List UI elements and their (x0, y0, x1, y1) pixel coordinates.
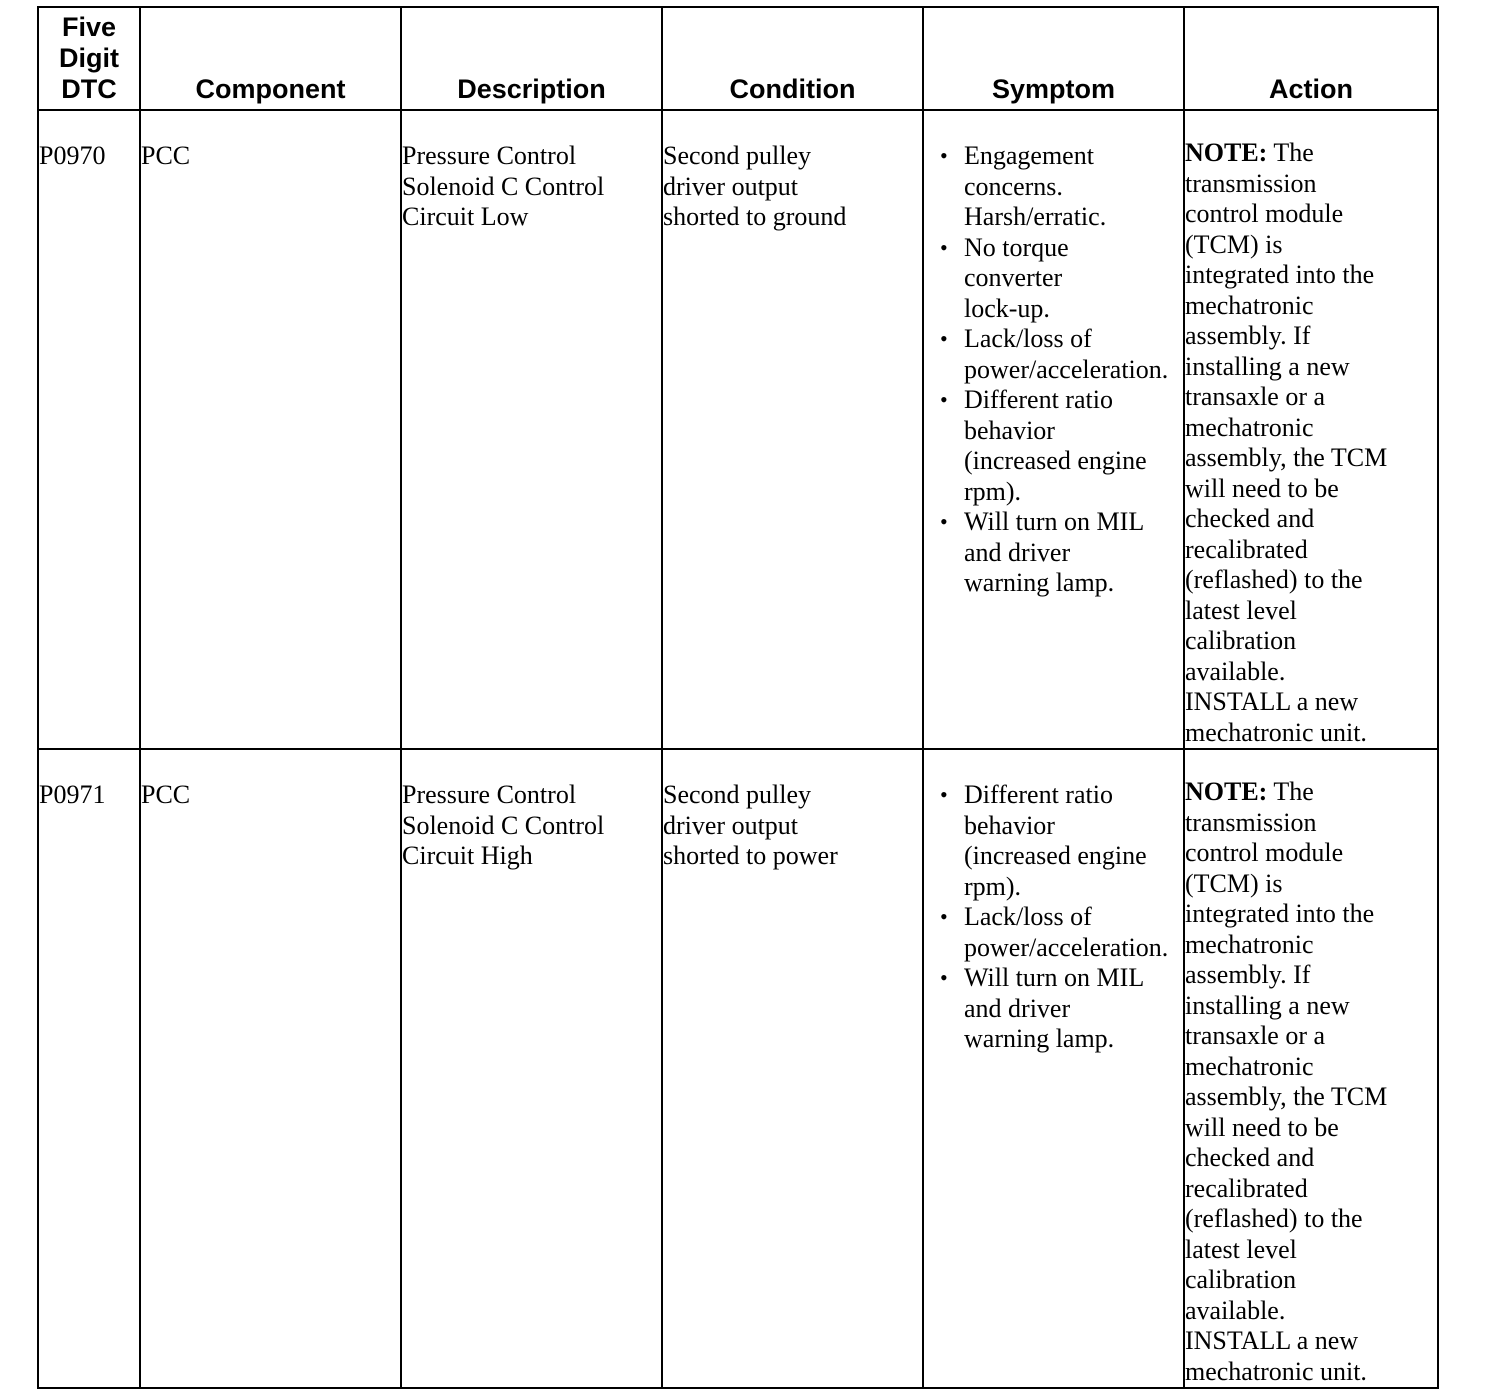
symptom-line: behavior (964, 810, 1055, 840)
action-line: The (1267, 777, 1314, 806)
symptom-line: power/acceleration. (964, 354, 1169, 384)
header-action: Action (1184, 7, 1438, 110)
header-dtc (38, 7, 140, 110)
bullet-icon: • (940, 904, 948, 929)
symptom-line: warning lamp. (964, 1024, 1115, 1053)
action-line: installing a new (1185, 351, 1350, 381)
description-line: Pressure Control (402, 141, 577, 170)
action-line: transaxle or a (1185, 1021, 1326, 1050)
condition-line: Second pulley (663, 141, 812, 170)
action-line: (TCM) is (1185, 868, 1283, 898)
action-line: transmission (1185, 807, 1317, 837)
symptom-line: Engagement (964, 141, 1094, 170)
header-condition: Condition (662, 7, 923, 110)
action-line: control module (1185, 838, 1344, 867)
action-line: assembly, the TCM (1185, 1082, 1388, 1111)
action-line: mechatronic (1185, 1051, 1314, 1081)
description-cell (401, 749, 662, 1388)
action-line: integrated into the (1185, 260, 1375, 289)
symptom-item (940, 507, 1183, 599)
action-line: assembly, the TCM (1185, 443, 1388, 472)
symptom-line: concerns. (964, 171, 1063, 201)
action-line: mechatronic unit. (1185, 717, 1367, 747)
action-line: recalibrated (1185, 534, 1308, 564)
symptom-line: No torque (964, 232, 1069, 262)
action-line: transaxle or a (1185, 382, 1326, 411)
bullet-icon: • (940, 509, 948, 534)
condition-line: driver output (663, 171, 799, 201)
note-label: NOTE: (1185, 138, 1268, 167)
header-dtc-line-2: Digit (59, 43, 119, 73)
action-first-line (1185, 138, 1437, 169)
header-description: Description (401, 7, 662, 110)
symptom-item (940, 324, 1183, 385)
action-line: will need to be (1185, 473, 1339, 503)
action-first-line (1185, 777, 1437, 808)
bullet-icon: • (940, 782, 948, 807)
action-line: checked and (1185, 1143, 1315, 1172)
action-line: available. (1185, 656, 1286, 686)
symptom-line: lock-up. (964, 293, 1050, 323)
description-cell (401, 110, 662, 749)
header-component: Component (140, 7, 401, 110)
condition-line: driver output (663, 810, 799, 840)
action-line: (reflashed) to the (1185, 565, 1363, 594)
symptom-line: Will turn on MIL (964, 507, 1145, 536)
header-row (38, 7, 1438, 110)
symptom-line: (increased engine (964, 446, 1147, 475)
symptom-line: rpm). (964, 871, 1022, 901)
action-line: mechatronic (1185, 412, 1314, 442)
action-line: assembly. If (1185, 960, 1311, 989)
action-line: mechatronic (1185, 929, 1314, 959)
action-line: latest level (1185, 1234, 1297, 1264)
action-line: assembly. If (1185, 321, 1311, 350)
description-line: Pressure Control (402, 780, 577, 809)
header-dtc-line-1: Five (61, 12, 117, 42)
action-line: control module (1185, 199, 1344, 228)
action-line: The (1267, 138, 1314, 167)
action-line: INSTALL a new (1185, 687, 1359, 716)
symptom-line: behavior (964, 415, 1055, 445)
condition-line: Second pulley (663, 780, 812, 809)
action-text (1185, 138, 1437, 748)
table-body (38, 110, 1438, 1388)
symptom-line: Lack/loss of (964, 902, 1092, 931)
action-line: installing a new (1185, 990, 1350, 1020)
dtc-code: P0971 (38, 749, 140, 1388)
symptom-line: Will turn on MIL (964, 963, 1145, 992)
action-line: latest level (1185, 595, 1297, 625)
symptom-line: Harsh/erratic. (964, 202, 1107, 231)
symptom-line: Different ratio (964, 385, 1113, 414)
symptom-line: warning lamp. (964, 568, 1115, 597)
action-cell (1184, 110, 1438, 749)
action-line: will need to be (1185, 1112, 1339, 1142)
action-line: mechatronic unit. (1185, 1356, 1367, 1386)
bullet-icon: • (940, 234, 948, 260)
table-row (38, 110, 1438, 749)
symptom-line: power/acceleration. (964, 932, 1169, 962)
symptom-cell (923, 110, 1184, 749)
bullet-icon: • (940, 387, 948, 412)
action-line: calibration (1185, 626, 1297, 655)
description-line: Circuit Low (402, 202, 529, 231)
dtc-table (37, 6, 1439, 1389)
action-line: available. (1185, 1295, 1286, 1325)
note-label: NOTE: (1185, 777, 1268, 806)
action-text (1185, 777, 1437, 1387)
table-row (38, 749, 1438, 1388)
symptom-list (924, 780, 1183, 1055)
symptom-list (924, 141, 1183, 599)
dtc-code: P0970 (38, 110, 140, 749)
component-cell: PCC (140, 110, 401, 749)
bullet-icon: • (940, 143, 948, 168)
action-line: transmission (1185, 168, 1317, 198)
action-line: calibration (1185, 1265, 1297, 1294)
action-cell (1184, 749, 1438, 1388)
symptom-item (940, 141, 1183, 233)
symptom-line: and driver (964, 537, 1071, 567)
symptom-item (940, 233, 1183, 325)
component-cell: PCC (140, 749, 401, 1388)
symptom-line: Lack/loss of (964, 324, 1092, 353)
symptom-item (940, 780, 1183, 902)
action-line: checked and (1185, 504, 1315, 533)
symptom-item (940, 902, 1183, 963)
symptom-line: converter (964, 263, 1063, 292)
symptom-line: (increased engine (964, 841, 1147, 870)
symptom-cell (923, 749, 1184, 1388)
condition-cell (662, 749, 923, 1388)
symptom-line: and driver (964, 993, 1071, 1023)
condition-line: shorted to ground (663, 202, 847, 231)
symptom-item (940, 385, 1183, 507)
condition-cell (662, 110, 923, 749)
header-symptom: Symptom (923, 7, 1184, 110)
symptom-item (940, 963, 1183, 1055)
action-line: (TCM) is (1185, 229, 1283, 259)
bullet-icon: • (940, 965, 948, 990)
action-line: recalibrated (1185, 1173, 1308, 1203)
action-line: INSTALL a new (1185, 1326, 1359, 1355)
symptom-line: Different ratio (964, 780, 1113, 809)
description-line: Circuit High (402, 841, 533, 870)
header-dtc-line-3: DTC (61, 74, 117, 104)
description-line: Solenoid C Control (402, 810, 605, 840)
symptom-line: rpm). (964, 476, 1022, 506)
action-line: integrated into the (1185, 899, 1375, 928)
condition-line: shorted to power (663, 841, 838, 870)
bullet-icon: • (940, 326, 948, 351)
action-line: (reflashed) to the (1185, 1204, 1363, 1233)
description-line: Solenoid C Control (402, 171, 605, 201)
action-line: mechatronic (1185, 290, 1314, 320)
